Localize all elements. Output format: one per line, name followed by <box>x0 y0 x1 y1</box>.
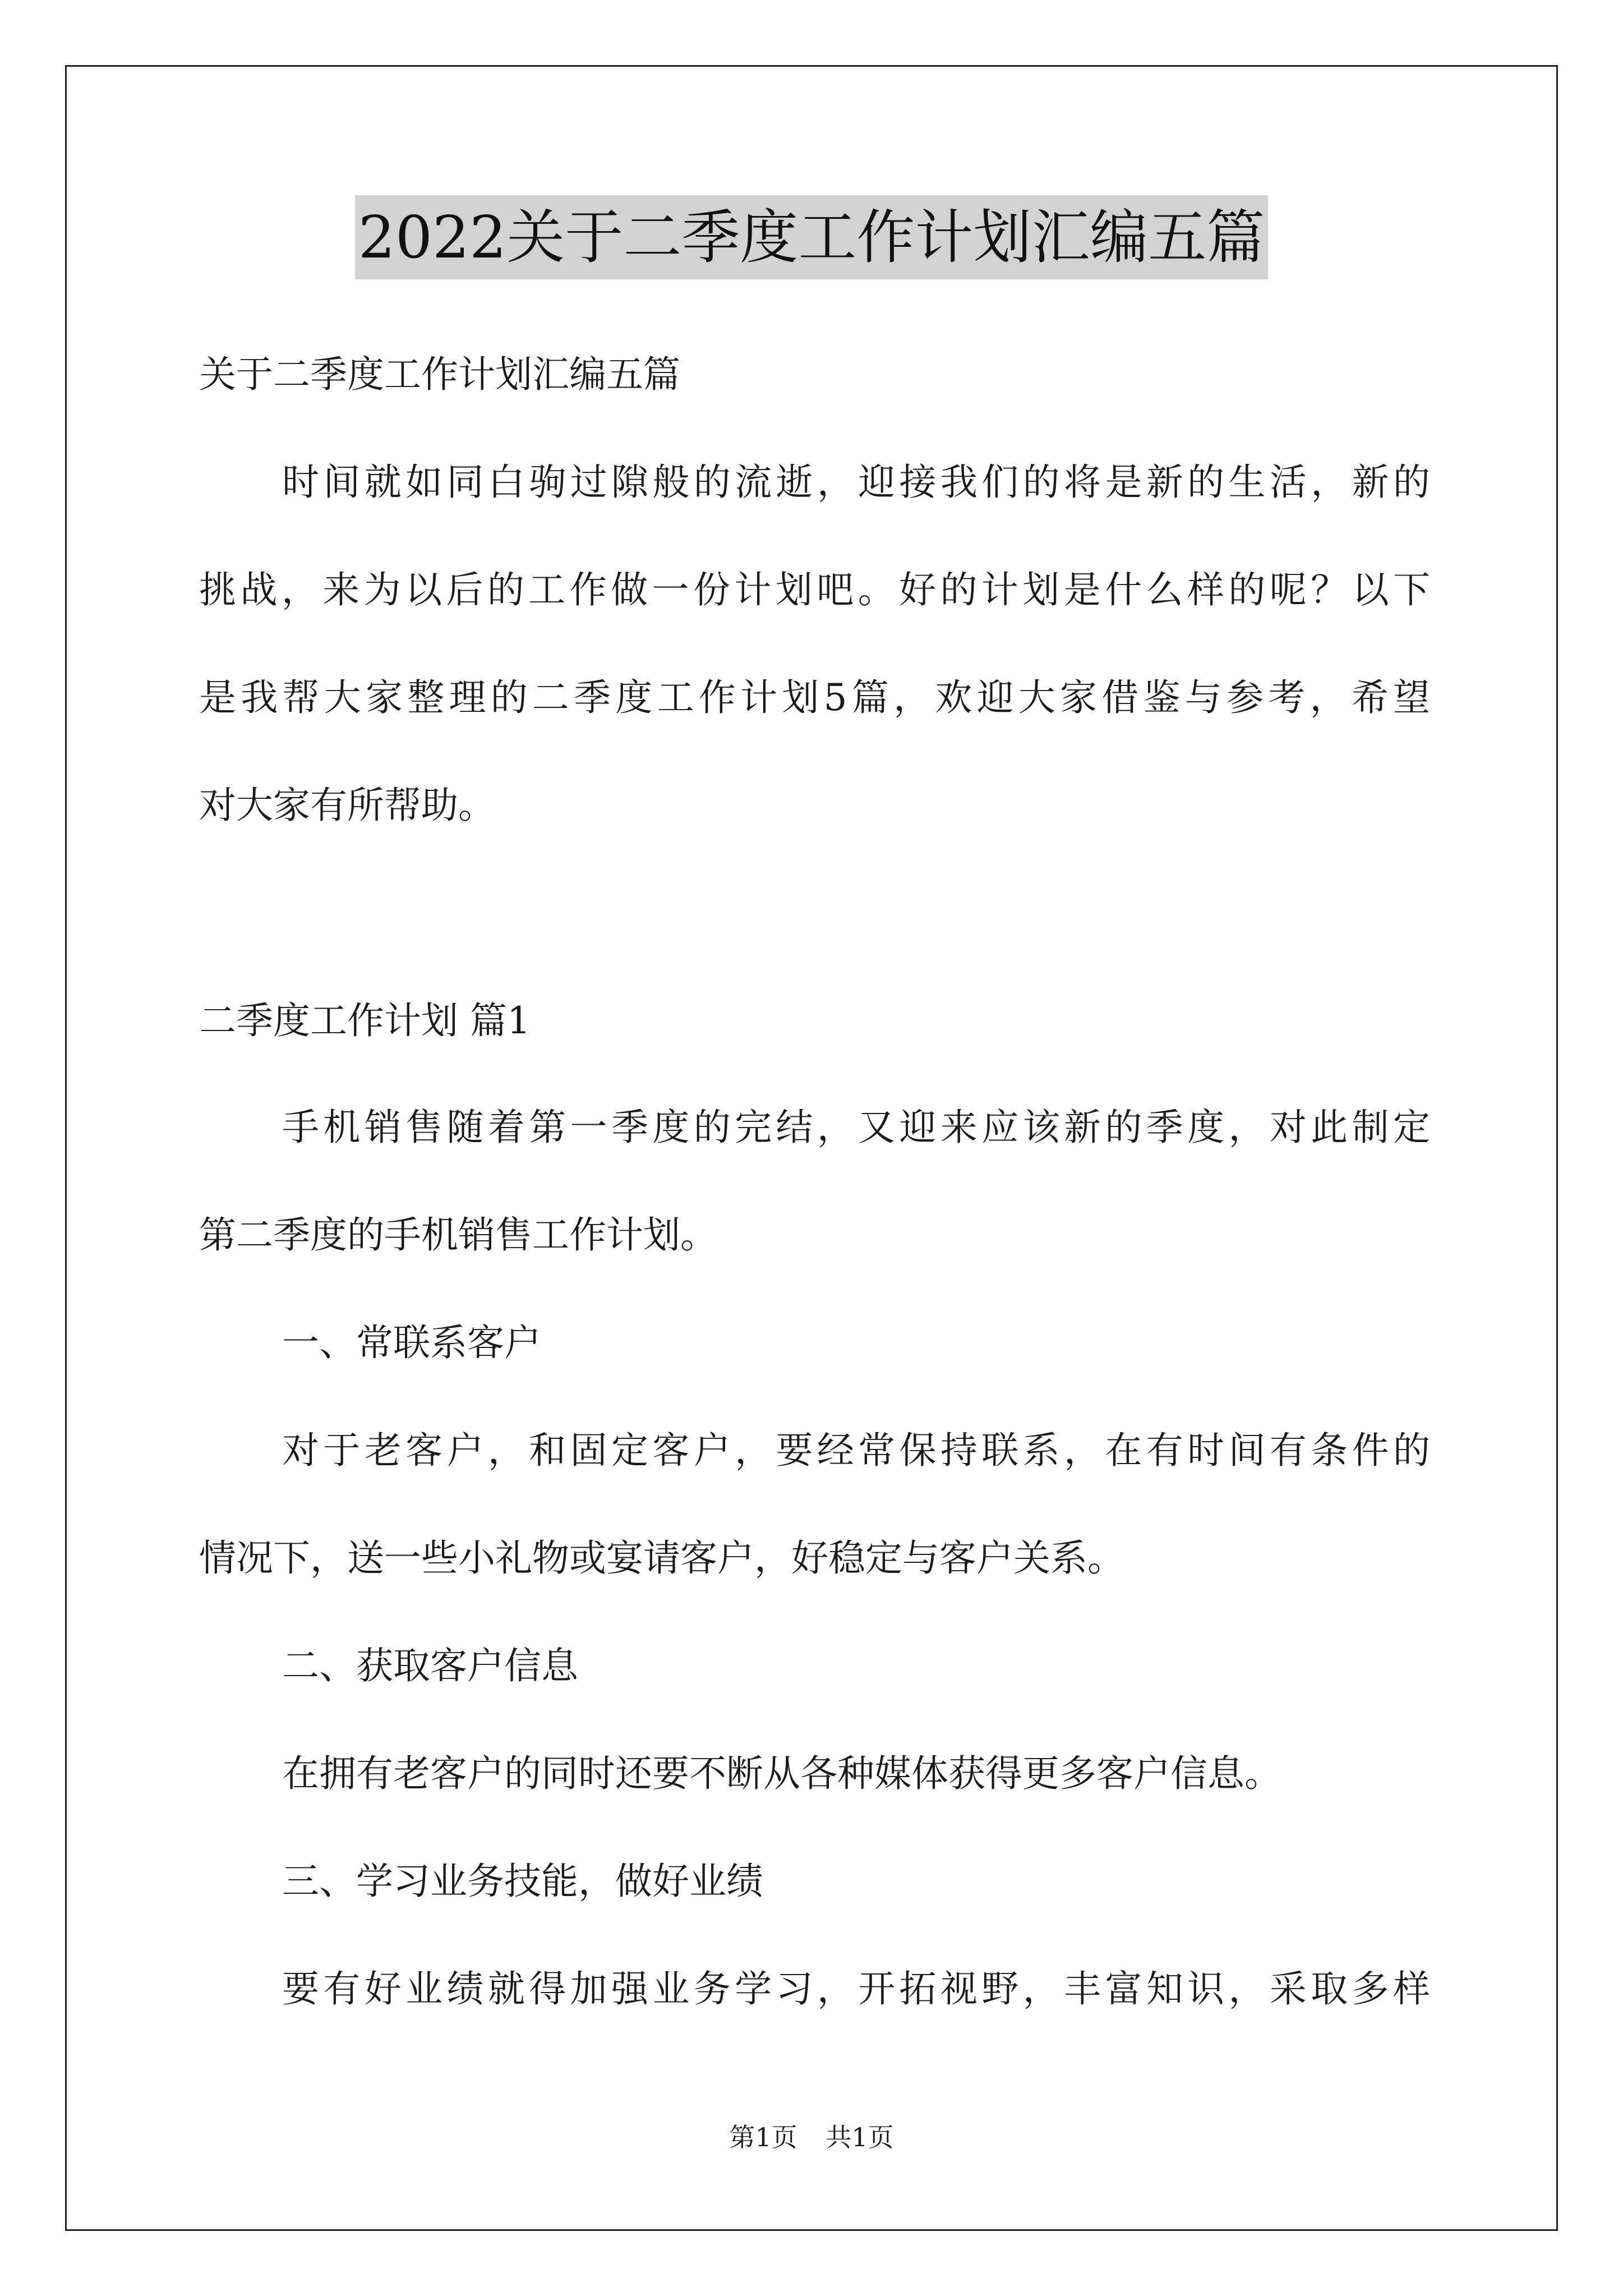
item-heading-3: 三、学习业务技能，做好业绩 <box>282 1860 763 1903</box>
body-line-4: 情况下，送一些小礼物或宴请客户，好稳定与客户关系。 <box>199 1536 1124 1580</box>
section-heading: 二季度工作计划 篇1 <box>199 999 531 1042</box>
page-footer <box>0 2120 1623 2154</box>
intro-line-4: 对大家有所帮助。 <box>199 784 495 827</box>
body-line-2: 第二季度的手机销售工作计划。 <box>199 1213 717 1257</box>
intro-line-1: 时间就如同白驹过隙般的流逝，迎接我们的将是新的生活，新的 <box>282 461 1430 504</box>
item-heading-2: 二、获取客户信息 <box>282 1644 578 1687</box>
body-line-1: 手机销售随着第一季度的完结，又迎来应该新的季度，对此制定 <box>282 1106 1430 1149</box>
body-line-3: 对于老客户，和固定客户，要经常保持联系，在有时间有条件的 <box>282 1429 1430 1472</box>
page-total: 共1页 <box>826 2122 894 2152</box>
item-heading-1: 一、常联系客户 <box>282 1321 541 1364</box>
intro-line-3: 是我帮大家整理的二季度工作计划5篇，欢迎大家借鉴与参考，希望 <box>199 676 1430 719</box>
document-title: 2022关于二季度工作计划汇编五篇 <box>355 195 1269 279</box>
body-line-6: 要有好业绩就得加强业务学习，开拓视野，丰富知识，采取多样 <box>282 1967 1430 2010</box>
intro-line-2: 挑战，来为以后的工作做一份计划吧。好的计划是什么样的呢？以下 <box>199 568 1430 611</box>
subtitle-line: 关于二季度工作计划汇编五篇 <box>199 353 680 396</box>
title-container <box>0 195 1623 279</box>
page-number: 第1页 <box>729 2122 797 2152</box>
body-line-5: 在拥有老客户的同时还要不断从各种媒体获得更多客户信息。 <box>282 1752 1281 1795</box>
